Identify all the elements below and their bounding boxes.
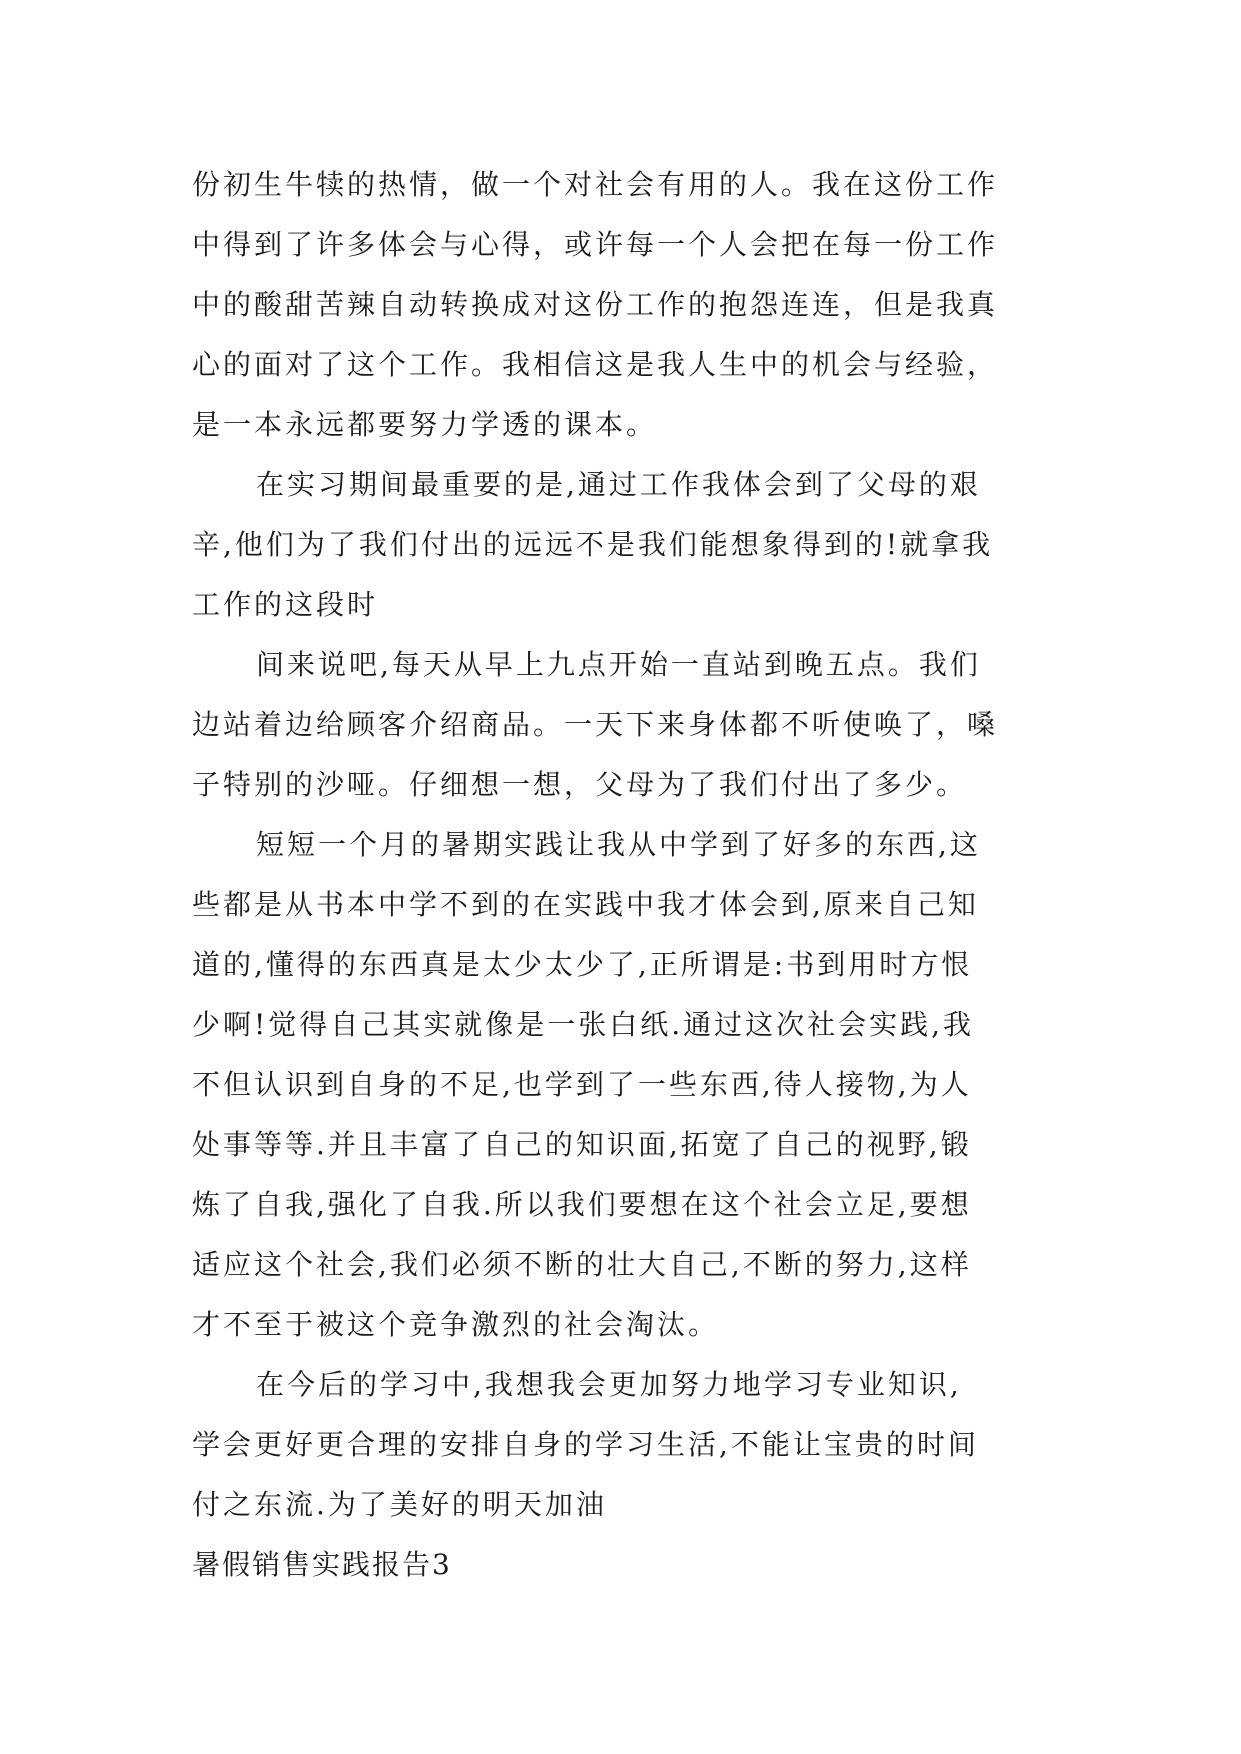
paragraph-line: 子特别的沙哑。仔细想一想，父母为了我们付出了多少。 — [192, 768, 968, 801]
paragraph-line: 份初生牛犊的热情，做一个对社会有用的人。我在这份工作 — [192, 168, 999, 201]
paragraph-2 — [192, 455, 1062, 635]
paragraph-line: 学会更好更合理的安排自身的学习生活,不能让宝贵的时间 — [192, 1428, 979, 1461]
paragraph-line: 在今后的学习中,我想我会更加努力地学习专业知识, — [256, 1368, 962, 1401]
paragraph-line: 是一本永远都要努力学透的课本。 — [192, 408, 658, 441]
paragraph-3 — [192, 635, 1062, 815]
paragraph-line: 中得到了许多体会与心得，或许每一个人会把在每一份工作 — [192, 228, 999, 261]
paragraph-line: 适应这个社会,我们必须不断的壮大自己,不断的努力,这样 — [192, 1248, 972, 1281]
paragraph-line: 中的酸甜苦辣自动转换成对这份工作的抱怨连连，但是我真 — [192, 288, 999, 321]
paragraph-line: 才不至于被这个竞争激烈的社会淘汰。 — [192, 1308, 720, 1341]
paragraph-line: 炼了自我,强化了自我.所以我们要想在这个社会立足,要想 — [192, 1188, 972, 1221]
paragraph-line: 短短一个月的暑期实践让我从中学到了好多的东西,这 — [256, 828, 981, 861]
paragraph-line: 少啊!觉得自己其实就像是一张白纸.通过这次社会实践,我 — [192, 1008, 975, 1041]
paragraph-line: 道的,懂得的东西真是太少太少了,正所谓是:书到用时方恨 — [192, 948, 973, 981]
paragraph-line: 辛,他们为了我们付出的远远不是我们能想象得到的!就拿我 — [192, 528, 994, 561]
paragraph-line: 处事等等.并且丰富了自己的知识面,拓宽了自己的视野,锻 — [192, 1128, 972, 1161]
paragraph-line: 不但认识到自身的不足,也学到了一些东西,待人接物,为人 — [192, 1068, 972, 1101]
paragraph-4 — [192, 815, 1062, 1355]
document-body — [192, 155, 1062, 1595]
paragraph-line: 边站着边给顾客介绍商品。一天下来身体都不听使唤了，嗓 — [192, 708, 999, 741]
paragraph-line: 付之东流.为了美好的明天加油 — [192, 1488, 607, 1521]
paragraph-line: 心的面对了这个工作。我相信这是我人生中的机会与经验， — [192, 348, 999, 381]
paragraph-line: 在实习期间最重要的是,通过工作我体会到了父母的艰 — [256, 468, 981, 501]
paragraph-line: 工作的这段时 — [192, 588, 379, 621]
paragraph-5 — [192, 1355, 1062, 1535]
section-heading: 暑假销售实践报告3 — [192, 1548, 452, 1581]
paragraph-line: 间来说吧,每天从早上九点开始一直站到晚五点。我们 — [256, 648, 981, 681]
paragraph-1 — [192, 155, 1062, 455]
paragraph-line: 些都是从书本中学不到的在实践中我才体会到,原来自己知 — [192, 888, 979, 921]
